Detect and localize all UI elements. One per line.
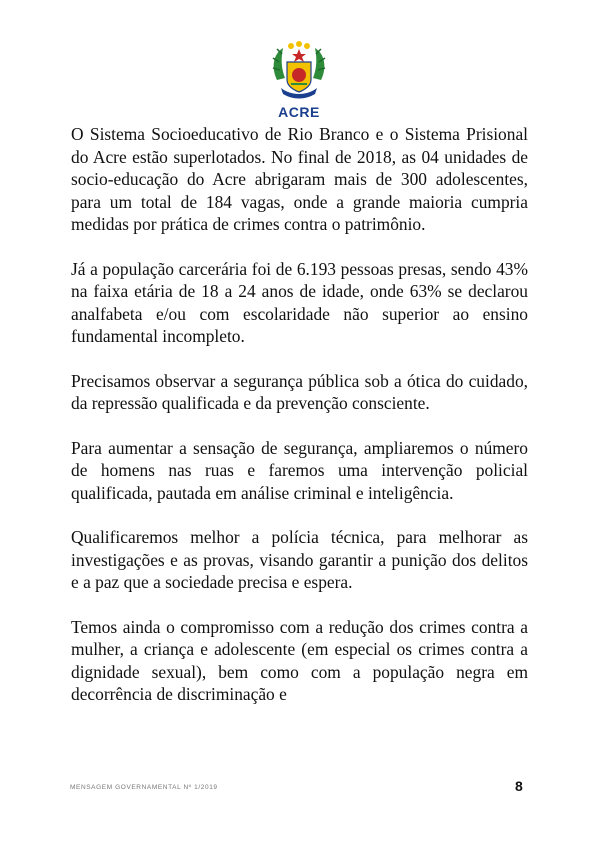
document-body xyxy=(71,123,528,728)
logo-caption: ACRE xyxy=(278,104,320,120)
paragraph-policia-tecnica: Qualificaremos melhor a polícia técnica, para melhorar as investigações e as provas, visando garantir a punição dos delitos e a paz que a sociedade precisa e espera. xyxy=(71,527,528,592)
coat-of-arms-icon xyxy=(269,40,329,104)
paragraph-sensacao-seguranca: Para aumentar a sensação de segurança, ampliaremos o número de homens nas ruas e faremos uma intervenção policial qualificada, pautada em análise criminal e inteligência. xyxy=(71,437,528,503)
paragraph-populacao-carceraria: Já a população carcerária foi de 6.193 pessoas presas, sendo 43% na faixa etária de 18 a 24 anos de idade, onde 63% se declarou analfabeta e/ou com escolaridade não superior ao ensino fundamental incompleto. xyxy=(71,258,528,346)
paragraph-compromisso: Temos ainda o compromisso com a redução dos crimes contra a mulher, a criança e adolescente (em especial os crimes contra a dignidade sexual), bem como com a população negra em decorrência de discriminação e xyxy=(71,616,528,704)
paragraph-socioeducativo: O Sistema Socioeducativo de Rio Branco e o Sistema Prisional do Acre estão superlotados. No final de 2018, as 04 unidades de socio-educação do Acre abrigaram mais de 300 adolescentes, para um total de 184 vagas, onde a grande maioria cumpria medidas por prática de crimes contra o patrimônio. xyxy=(71,124,528,234)
paragraph-seguranca-publica: Precisamos observar a segurança pública sob a ótica do cuidado, da repressão qualificada e da prevenção consciente. xyxy=(71,370,528,413)
footer-document-label: MENSAGEM GOVERNAMENTAL Nº 1/2019 xyxy=(70,784,218,791)
page-number: 8 xyxy=(515,778,523,794)
